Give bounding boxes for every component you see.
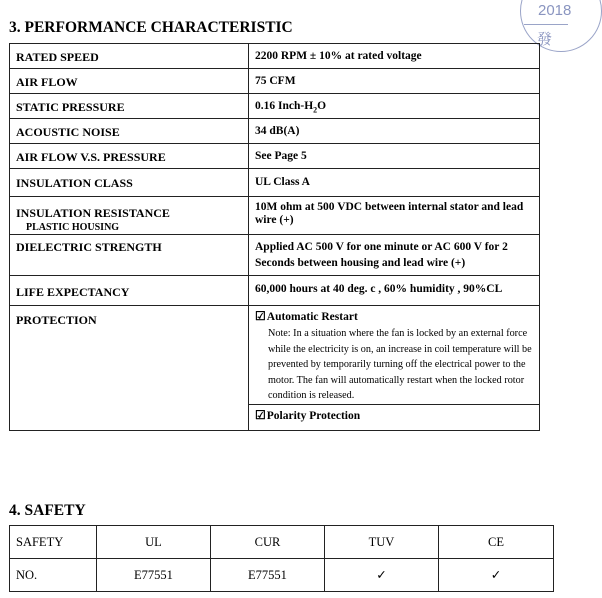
row-label: STATIC PRESSURE (10, 94, 249, 119)
row-value (249, 306, 540, 405)
value-subscript: 2 (313, 105, 318, 115)
safety-title: 4. SAFETY (9, 502, 86, 519)
stamp-divider (524, 24, 568, 25)
header-cell: UL (97, 526, 211, 559)
row-value: 60,000 hours at 40 deg. c , 60% humidity , 90%CL (249, 276, 540, 306)
auto-restart-item (255, 309, 533, 324)
checked-box-icon: ☑ (255, 407, 266, 422)
row-label: INSULATION CLASS (10, 169, 249, 197)
table-row (10, 235, 540, 276)
header-cell: CUR (211, 526, 325, 559)
row-value: UL Class A (249, 169, 540, 197)
data-cell: E77551 (211, 559, 325, 592)
checkmark-icon: ✓ (325, 559, 439, 592)
header-cell: CE (439, 526, 554, 559)
row-value (249, 94, 540, 119)
row-value: 10M ohm at 500 VDC between internal stator and lead wire (+) (249, 197, 540, 235)
row-label: DIELECTRIC STRENGTH (10, 235, 249, 276)
performance-title: 3. PERFORMANCE CHARACTERISTIC (9, 19, 293, 36)
table-row (10, 119, 540, 144)
table-row (10, 526, 554, 559)
table-row (10, 169, 540, 197)
stamp-character: 發 (537, 32, 553, 48)
value-text: O (317, 100, 327, 112)
table-row (10, 94, 540, 119)
auto-restart-label: Automatic Restart (266, 311, 358, 323)
polarity-label: Polarity Protection (266, 409, 361, 422)
safety-table (9, 525, 554, 592)
value-text: 0.16 Inch-H (255, 100, 314, 112)
row-label: RATED SPEED (10, 44, 249, 69)
checked-box-icon: ☑ (255, 309, 266, 323)
row-label: LIFE EXPECTANCY (10, 276, 249, 306)
row-value: 2200 RPM ± 10% at rated voltage (249, 44, 540, 69)
stamp-year: 2018 (538, 2, 572, 19)
row-value: 34 dB(A) (249, 119, 540, 144)
data-cell: E77551 (97, 559, 211, 592)
row-value: 75 CFM (249, 69, 540, 94)
header-cell: SAFETY (10, 526, 97, 559)
row-label-text: INSULATION RESISTANCE (16, 206, 170, 220)
row-value: Applied AC 500 V for one minute or AC 600 V for 2 Seconds between housing and lead wire (+) (249, 235, 540, 276)
row-sublabel: PLASTIC HOUSING (26, 222, 120, 233)
row-value (249, 404, 540, 430)
row-label: ACOUSTIC NOISE (10, 119, 249, 144)
data-cell: NO. (10, 559, 97, 592)
table-row (10, 69, 540, 94)
table-row (10, 559, 554, 592)
row-label: PROTECTION (10, 306, 249, 431)
table-row (10, 306, 540, 405)
row-value: See Page 5 (249, 144, 540, 169)
performance-table (9, 43, 540, 431)
header-cell: TUV (325, 526, 439, 559)
table-row (10, 44, 540, 69)
auto-restart-note: Note: In a situation where the fan is locked by an external force while the electricity is on, an increase in coil temperature will be prevented by temporarily turning off the electrical power to the motor. The fan will automatically restart when the locked rotor condition is released. (268, 328, 532, 401)
table-row (10, 276, 540, 306)
row-label (10, 197, 249, 235)
row-label: AIR FLOW V.S. PRESSURE (10, 144, 249, 169)
table-row (10, 144, 540, 169)
row-label: AIR FLOW (10, 69, 249, 94)
checkmark-icon: ✓ (439, 559, 554, 592)
table-row (10, 197, 540, 235)
